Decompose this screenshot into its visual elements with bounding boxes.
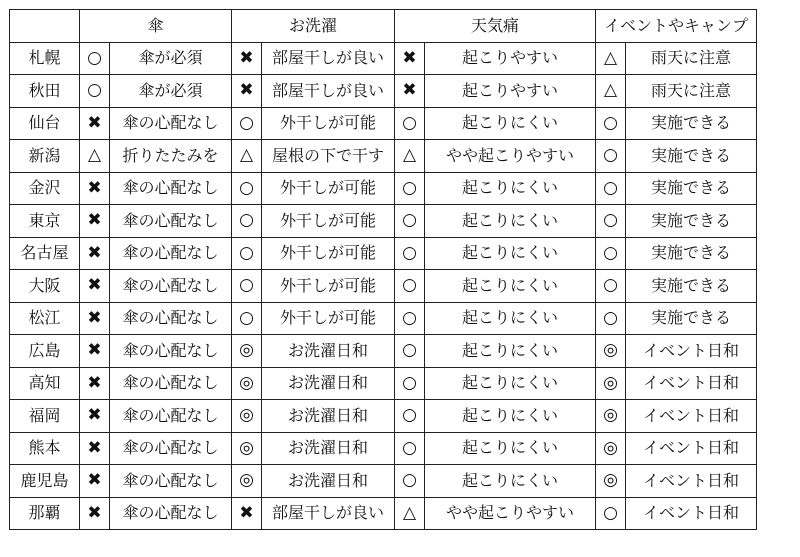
umbrella-mark-cell: ✖ [80,497,110,530]
table-row [10,335,757,368]
laundry-mark-cell: ✖ [232,42,262,75]
umbrella-text-cell: 折りたたみを [110,140,232,173]
pain-text-cell: 起こりにくい [425,335,596,368]
pain-text-cell: 起こりにくい [425,465,596,498]
event-text-cell: 実施できる [626,140,757,173]
pain-mark-cell: ○ [395,237,425,270]
laundry-text-cell: 部屋干しが良い [262,42,395,75]
laundry-mark-cell: ○ [232,205,262,238]
laundry-mark-cell: ◎ [232,432,262,465]
table-row [10,107,757,140]
umbrella-mark-cell: △ [80,140,110,173]
event-text-cell: イベント日和 [626,367,757,400]
event-text-cell: 実施できる [626,205,757,238]
forecast-table [9,9,757,530]
event-mark-cell: ◎ [596,400,626,433]
header-umbrella: 傘 [80,10,232,43]
pain-text-cell: 起こりにくい [425,205,596,238]
pain-mark-cell: ○ [395,432,425,465]
event-mark-cell: ○ [596,302,626,335]
pain-mark-cell: ○ [395,465,425,498]
pain-text-cell: 起こりにくい [425,172,596,205]
laundry-text-cell: お洗濯日和 [262,400,395,433]
laundry-text-cell: 屋根の下で干す [262,140,395,173]
pain-text-cell: 起こりにくい [425,432,596,465]
laundry-text-cell: 外干しが可能 [262,270,395,303]
laundry-mark-cell: ✖ [232,75,262,108]
umbrella-text-cell: 傘の心配なし [110,205,232,238]
umbrella-text-cell: 傘の心配なし [110,302,232,335]
pain-text-cell: 起こりやすい [425,42,596,75]
umbrella-mark-cell: ✖ [80,205,110,238]
laundry-mark-cell: ◎ [232,335,262,368]
header-row [10,10,757,43]
city-cell: 秋田 [10,75,80,108]
pain-mark-cell: ○ [395,367,425,400]
pain-mark-cell: ✖ [395,42,425,75]
pain-text-cell: 起こりにくい [425,302,596,335]
pain-text-cell: やや起こりやすい [425,497,596,530]
umbrella-text-cell: 傘の心配なし [110,367,232,400]
umbrella-mark-cell: ✖ [80,107,110,140]
laundry-mark-cell: ✖ [232,497,262,530]
umbrella-text-cell: 傘の心配なし [110,497,232,530]
city-cell: 高知 [10,367,80,400]
event-text-cell: イベント日和 [626,432,757,465]
laundry-mark-cell: ○ [232,107,262,140]
umbrella-mark-cell: ✖ [80,237,110,270]
pain-text-cell: 起こりにくい [425,107,596,140]
laundry-mark-cell: ○ [232,270,262,303]
event-mark-cell: ○ [596,237,626,270]
umbrella-text-cell: 傘の心配なし [110,172,232,205]
pain-text-cell: 起こりにくい [425,400,596,433]
table-row [10,400,757,433]
event-mark-cell: ◎ [596,367,626,400]
umbrella-mark-cell: ○ [80,75,110,108]
pain-mark-cell: ○ [395,270,425,303]
event-text-cell: 実施できる [626,270,757,303]
umbrella-text-cell: 傘の心配なし [110,432,232,465]
table-row [10,465,757,498]
laundry-mark-cell: ◎ [232,400,262,433]
table-row [10,432,757,465]
header-weather-pain: 天気痛 [395,10,596,43]
laundry-mark-cell: △ [232,140,262,173]
event-mark-cell: ○ [596,140,626,173]
laundry-mark-cell: ○ [232,302,262,335]
laundry-mark-cell: ◎ [232,465,262,498]
laundry-text-cell: 外干しが可能 [262,205,395,238]
laundry-text-cell: 部屋干しが良い [262,497,395,530]
laundry-text-cell: お洗濯日和 [262,335,395,368]
laundry-text-cell: お洗濯日和 [262,367,395,400]
event-text-cell: 実施できる [626,172,757,205]
umbrella-text-cell: 傘の心配なし [110,400,232,433]
laundry-mark-cell: ◎ [232,367,262,400]
umbrella-mark-cell: ○ [80,42,110,75]
city-cell: 熊本 [10,432,80,465]
city-cell: 鹿児島 [10,465,80,498]
event-mark-cell: ○ [596,270,626,303]
event-text-cell: 実施できる [626,107,757,140]
event-text-cell: イベント日和 [626,497,757,530]
laundry-mark-cell: ○ [232,172,262,205]
event-mark-cell: △ [596,75,626,108]
pain-mark-cell: ○ [395,302,425,335]
umbrella-mark-cell: ✖ [80,302,110,335]
event-mark-cell: ◎ [596,335,626,368]
event-mark-cell: ○ [596,107,626,140]
city-cell: 広島 [10,335,80,368]
event-mark-cell: △ [596,42,626,75]
pain-mark-cell: ○ [395,172,425,205]
laundry-text-cell: お洗濯日和 [262,432,395,465]
event-text-cell: 実施できる [626,302,757,335]
city-cell: 松江 [10,302,80,335]
pain-mark-cell: ○ [395,400,425,433]
table-row [10,497,757,530]
pain-mark-cell: ✖ [395,75,425,108]
umbrella-mark-cell: ✖ [80,367,110,400]
pain-text-cell: 起こりやすい [425,75,596,108]
header-laundry: お洗濯 [232,10,395,43]
event-text-cell: 実施できる [626,237,757,270]
umbrella-mark-cell: ✖ [80,172,110,205]
event-text-cell: 雨天に注意 [626,75,757,108]
table-row [10,205,757,238]
event-mark-cell: ◎ [596,465,626,498]
pain-text-cell: 起こりにくい [425,270,596,303]
city-cell: 仙台 [10,107,80,140]
laundry-text-cell: 部屋干しが良い [262,75,395,108]
pain-mark-cell: ○ [395,107,425,140]
city-cell: 福岡 [10,400,80,433]
table-row [10,42,757,75]
umbrella-text-cell: 傘が必須 [110,75,232,108]
event-mark-cell: ○ [596,172,626,205]
umbrella-text-cell: 傘の心配なし [110,465,232,498]
umbrella-text-cell: 傘の心配なし [110,335,232,368]
umbrella-mark-cell: ✖ [80,432,110,465]
laundry-text-cell: 外干しが可能 [262,107,395,140]
umbrella-mark-cell: ✖ [80,335,110,368]
pain-mark-cell: △ [395,140,425,173]
umbrella-text-cell: 傘が必須 [110,42,232,75]
table-row [10,75,757,108]
table-row [10,140,757,173]
header-corner [10,10,80,43]
umbrella-mark-cell: ✖ [80,270,110,303]
city-cell: 東京 [10,205,80,238]
laundry-text-cell: お洗濯日和 [262,465,395,498]
table-row [10,270,757,303]
header-event-camp: イベントやキャンプ [596,10,757,43]
event-text-cell: イベント日和 [626,400,757,433]
table-body [10,42,757,530]
event-mark-cell: ○ [596,497,626,530]
table-row [10,172,757,205]
umbrella-mark-cell: ✖ [80,400,110,433]
laundry-text-cell: 外干しが可能 [262,172,395,205]
event-text-cell: イベント日和 [626,335,757,368]
event-mark-cell: ◎ [596,432,626,465]
event-text-cell: イベント日和 [626,465,757,498]
event-text-cell: 雨天に注意 [626,42,757,75]
umbrella-text-cell: 傘の心配なし [110,237,232,270]
umbrella-text-cell: 傘の心配なし [110,270,232,303]
city-cell: 金沢 [10,172,80,205]
event-mark-cell: ○ [596,205,626,238]
pain-text-cell: やや起こりやすい [425,140,596,173]
city-cell: 名古屋 [10,237,80,270]
table-row [10,367,757,400]
pain-text-cell: 起こりにくい [425,367,596,400]
forecast-table-container [9,9,757,530]
umbrella-mark-cell: ✖ [80,465,110,498]
laundry-mark-cell: ○ [232,237,262,270]
pain-text-cell: 起こりにくい [425,237,596,270]
umbrella-text-cell: 傘の心配なし [110,107,232,140]
table-row [10,302,757,335]
table-row [10,237,757,270]
pain-mark-cell: ○ [395,205,425,238]
pain-mark-cell: ○ [395,335,425,368]
laundry-text-cell: 外干しが可能 [262,302,395,335]
city-cell: 札幌 [10,42,80,75]
city-cell: 大阪 [10,270,80,303]
laundry-text-cell: 外干しが可能 [262,237,395,270]
city-cell: 新潟 [10,140,80,173]
city-cell: 那覇 [10,497,80,530]
pain-mark-cell: △ [395,497,425,530]
